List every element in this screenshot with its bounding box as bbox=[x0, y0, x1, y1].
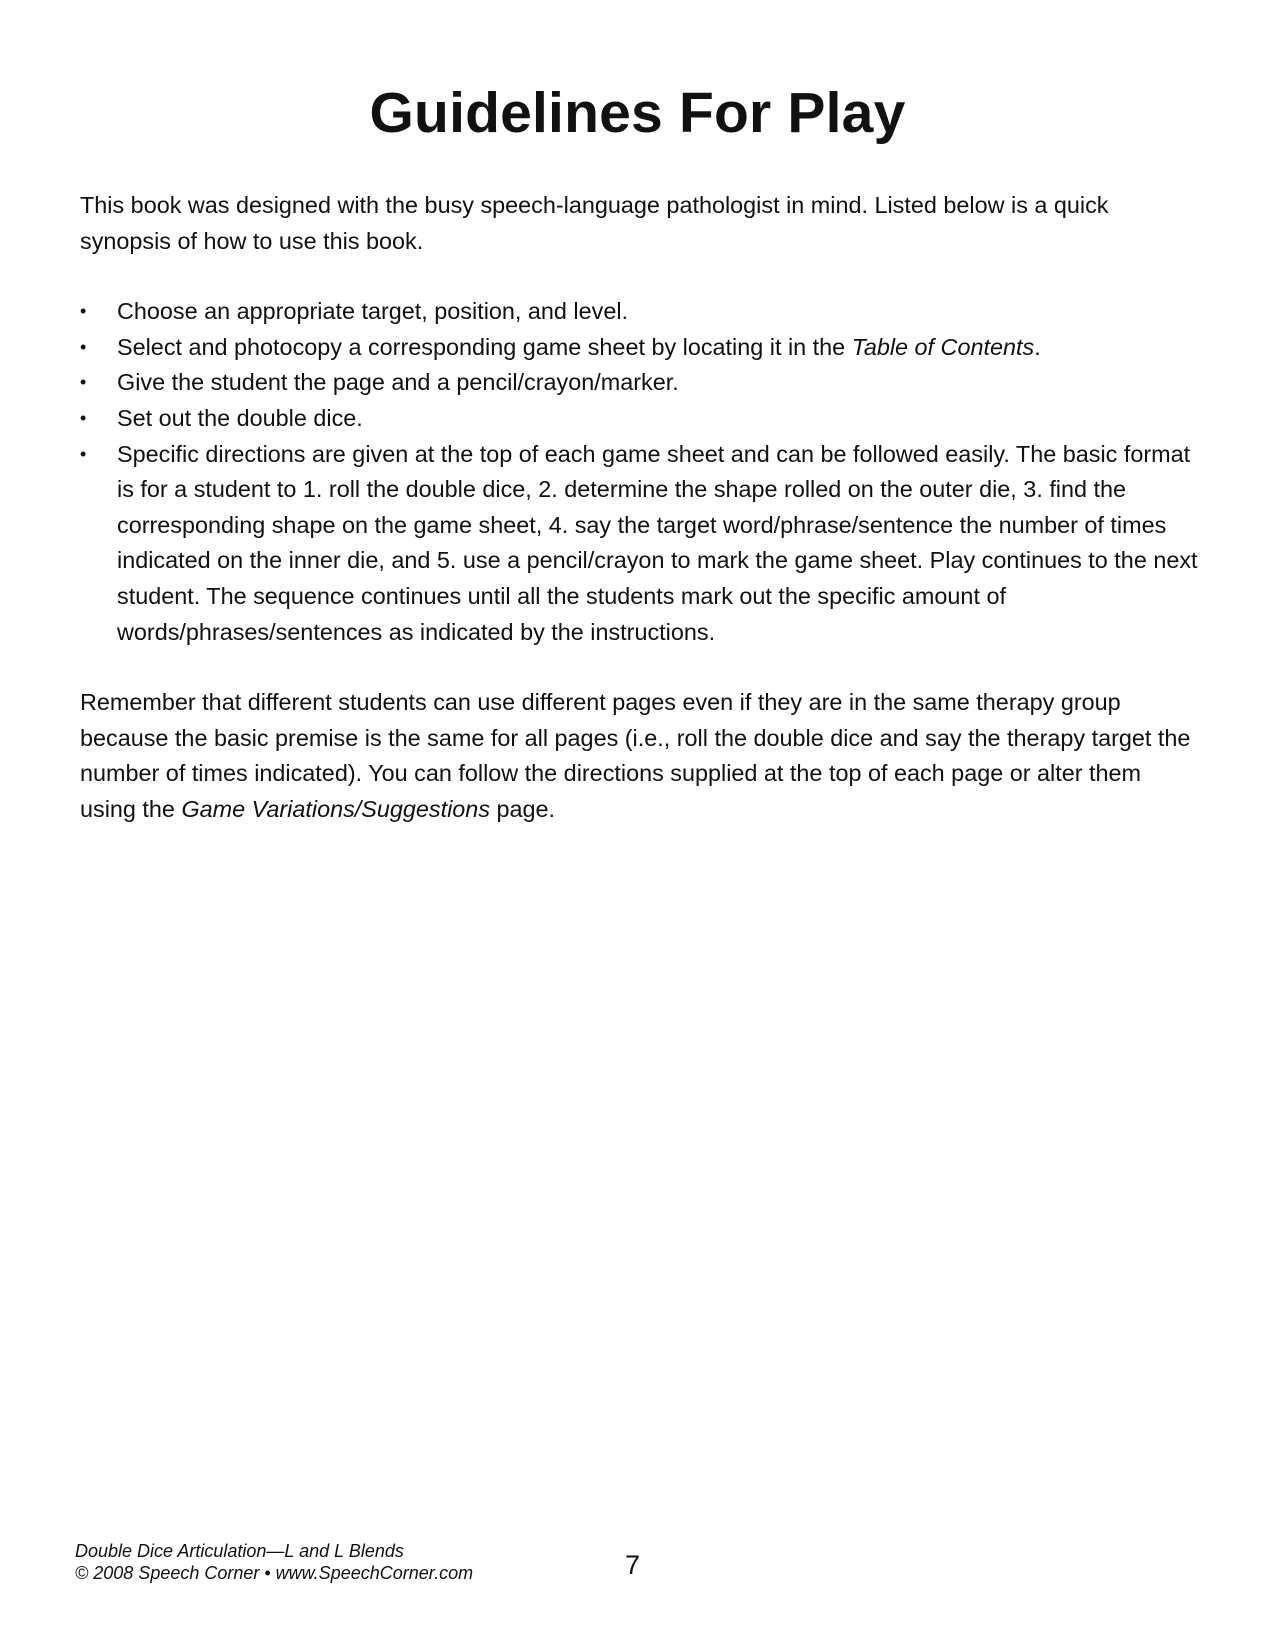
game-variations-reference: Game Variations/Suggestions bbox=[181, 795, 491, 822]
list-item bbox=[80, 365, 1200, 401]
bullet-icon: • bbox=[80, 407, 87, 428]
bullet-icon: • bbox=[80, 336, 87, 357]
step-text: Set out the double dice. bbox=[117, 404, 363, 431]
page-title: Guidelines For Play bbox=[369, 81, 906, 145]
step-text: Choose an appropriate target, position, and level. bbox=[117, 298, 629, 325]
intro-paragraph: This book was designed with the busy speech-language pathologist in mind. Listed below is a quick synopsis of how to use this book. bbox=[80, 192, 1109, 254]
list-item bbox=[80, 437, 1200, 651]
footer-copyright: © 2008 Speech Corner • www.SpeechCorner.com bbox=[75, 1563, 474, 1583]
closing-text: Remember that different students can use different pages even if they are in the same therapy group because the basic premise is the same for all pages (i.e., roll the double dice and say the therapy target the number of times indicated). You can follow the directions supplied at the top of each page or alter them using the bbox=[80, 689, 1191, 822]
closing-paragraph bbox=[80, 685, 1200, 827]
bullet-icon: • bbox=[80, 301, 87, 322]
main-content bbox=[80, 188, 1200, 828]
bullet-icon: • bbox=[80, 372, 87, 393]
step-text: Select and photocopy a corresponding game sheet by locating it in the bbox=[117, 333, 852, 360]
footer-book-title: Double Dice Articulation—L and L Blends bbox=[75, 1541, 404, 1561]
steps-list bbox=[80, 294, 1200, 650]
bullet-icon: • bbox=[80, 443, 87, 464]
list-item bbox=[80, 294, 1200, 330]
step-text: Give the student the page and a pencil/crayon/marker. bbox=[117, 369, 679, 396]
page-number: 7 bbox=[625, 1550, 641, 1580]
step-text: Specific directions are given at the top of each game sheet and can be followed easily. The basic format is for a student to 1. roll the double dice, 2. determine the shape rolled on the outer die, 3. find the corresponding shape on the game sheet, 4. say the target word/phrase/sentence the number of times indicated on the inner die, and 5. use a pencil/crayon to mark the game sheet. Play continues to the next student. The sequence continues until all the students mark out the specific amount of words/phrases/sentences as indicated by the instructions. bbox=[117, 440, 1198, 645]
list-item bbox=[80, 401, 1200, 437]
list-item bbox=[80, 330, 1200, 366]
page-footer bbox=[75, 1540, 473, 1584]
step-text-end: . bbox=[1034, 333, 1041, 360]
table-of-contents-reference: Table of Contents bbox=[851, 333, 1035, 360]
closing-text-end: page. bbox=[490, 795, 556, 822]
